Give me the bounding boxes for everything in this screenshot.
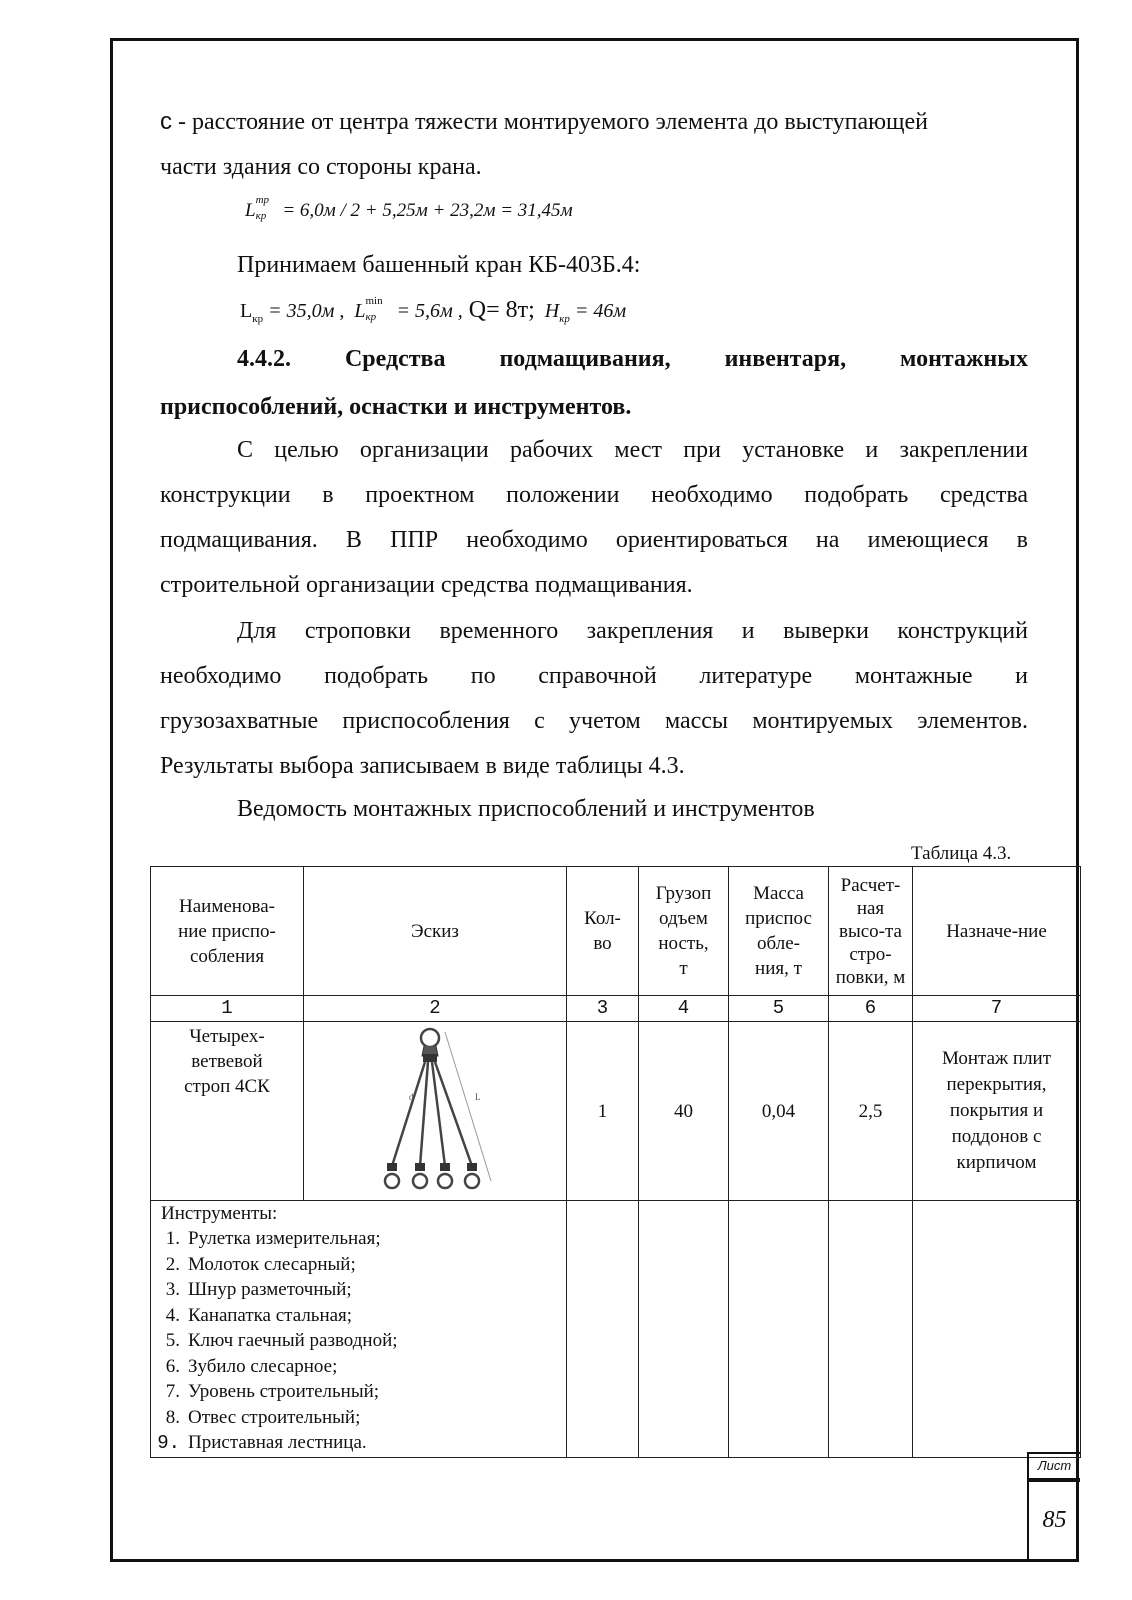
equipment-table xyxy=(150,866,1081,1458)
para1-line3: подмащивания. В ППР необходимо ориентироваться на имеющиеся в xyxy=(160,527,1028,553)
tool-name: Ключ гаечный разводной; xyxy=(188,1330,398,1352)
tool-number: 8. xyxy=(165,1406,180,1428)
formula-crane-reach xyxy=(245,194,573,222)
tool-item xyxy=(165,1277,563,1303)
tool-name: Молоток слесарный; xyxy=(188,1253,356,1275)
sketch-label-d: d xyxy=(409,1092,414,1102)
para1-line2: конструкции в проектном положении необходимо подобрать средства xyxy=(160,482,1028,508)
tool-name: Канапатка стальная; xyxy=(188,1304,353,1326)
param-Lmin-sub: кр xyxy=(365,311,377,323)
sketch-label-L: L xyxy=(475,1092,481,1102)
param-L-sub: кр xyxy=(252,313,264,325)
tools-row xyxy=(151,1201,1081,1458)
tool-item xyxy=(165,1405,563,1431)
empty-cell xyxy=(729,1201,829,1458)
heading-word: монтажных xyxy=(900,346,1028,372)
header-height: Расчет- ная высо-та стро- повки, м xyxy=(829,867,913,996)
tool-item xyxy=(157,1430,563,1457)
tool-number: 4. xyxy=(165,1304,180,1326)
row-name: Четырех- ветвевой строп 4СК xyxy=(151,1022,304,1201)
tools-list xyxy=(154,1226,563,1457)
header-purpose: Назначе-ние xyxy=(913,867,1081,996)
tool-name: Зубило слесарное; xyxy=(188,1355,338,1377)
row-purpose: Монтаж плит перекрытия, покрытия и поддонов с кирпичом xyxy=(913,1022,1081,1201)
header-mass: Масса приспос обле- ния, т xyxy=(729,867,829,996)
para2-line4: Результаты выбора записываем в виде таблицы 4.3. xyxy=(160,753,685,779)
section-heading-line2: приспособлений, оснастки и инструментов. xyxy=(160,394,632,420)
column-number: 1 xyxy=(151,996,304,1022)
page-number-box xyxy=(1027,1480,1080,1562)
row-mass: 0,04 xyxy=(729,1022,829,1201)
tool-item xyxy=(165,1328,563,1354)
column-number: 7 xyxy=(913,996,1081,1022)
column-number: 4 xyxy=(639,996,729,1022)
column-number: 3 xyxy=(567,996,639,1022)
heading-number: 4.4.2. xyxy=(237,346,291,372)
param-Lmin-sup: min xyxy=(365,295,383,307)
table-caption: Ведомость монтажных приспособлений и инструментов xyxy=(237,796,815,822)
table-number: Таблица 4.3. xyxy=(911,843,1012,864)
row-qty: 1 xyxy=(567,1022,639,1201)
empty-cell xyxy=(829,1201,913,1458)
param-L: L xyxy=(240,300,253,322)
row-height: 2,5 xyxy=(829,1022,913,1201)
para1-line4: строительной организации средства подмащивания. xyxy=(160,572,693,598)
sheet-label-box xyxy=(1027,1452,1080,1480)
row-capacity: 40 xyxy=(639,1022,729,1201)
tool-name: Отвес строительный; xyxy=(188,1406,361,1428)
tool-number: 3. xyxy=(165,1279,180,1301)
paragraph-c-definition xyxy=(160,99,928,145)
formula-crane-parameters xyxy=(240,297,626,325)
header-name: Наименова- ние приспо- собления xyxy=(151,867,304,996)
param-Lmin-value: = 5,6м , xyxy=(391,300,463,322)
tool-name: Шнур разметочный; xyxy=(188,1279,352,1301)
column-number: 2 xyxy=(304,996,567,1022)
param-Lmin: L xyxy=(354,300,366,322)
tool-name: Приставная лестница. xyxy=(188,1432,367,1454)
table-row xyxy=(151,1022,1081,1201)
empty-cell xyxy=(639,1201,729,1458)
header-qty: Кол- во xyxy=(567,867,639,996)
param-H-value: = 46м xyxy=(569,300,627,322)
param-H: H xyxy=(544,300,560,322)
formula-L-sub: кр xyxy=(255,210,267,222)
column-number: 5 xyxy=(729,996,829,1022)
tool-name: Уровень строительный; xyxy=(188,1381,380,1403)
column-number: 6 xyxy=(829,996,913,1022)
heading-word: Средства xyxy=(344,346,446,372)
tool-number: 7. xyxy=(165,1381,180,1403)
formula-expression: = 6,0м / 2 + 5,25м + 23,2м = 31,45м xyxy=(277,200,573,221)
tool-number: 5. xyxy=(165,1330,180,1352)
tools-title: Инструменты: xyxy=(161,1203,278,1225)
table-header-row xyxy=(151,867,1081,996)
tool-item xyxy=(165,1226,563,1252)
param-Q: Q= 8т; xyxy=(462,297,535,323)
variable-c: с xyxy=(160,108,172,135)
sheet-label: Лист xyxy=(1037,1458,1072,1473)
formula-L: L xyxy=(245,200,256,221)
empty-cell xyxy=(567,1201,639,1458)
header-sketch: Эскиз xyxy=(304,867,567,996)
tool-number: 2. xyxy=(165,1253,180,1275)
c-definition-continuation: части здания со стороны крана. xyxy=(160,154,482,180)
formula-L-sup: тр xyxy=(255,194,270,206)
section-heading-line1 xyxy=(237,346,1028,373)
tools-cell xyxy=(151,1201,567,1458)
page-number: 85 xyxy=(1042,1507,1067,1533)
param-H-sub: кр xyxy=(559,313,570,325)
para2-line1: Для строповки временного закрепления и выверки конструкций xyxy=(237,618,1028,644)
four-leg-sling-icon xyxy=(375,1026,495,1196)
crane-selection-sentence: Принимаем башенный кран КБ-403Б.4: xyxy=(237,252,641,278)
tool-number: 1. xyxy=(165,1228,180,1250)
empty-cell xyxy=(913,1201,1081,1458)
tool-number: 6. xyxy=(165,1355,180,1377)
para1-line1: С целью организации рабочих мест при установке и закреплении xyxy=(237,437,1028,463)
tool-number: 9. xyxy=(157,1432,180,1455)
header-capacity: Грузоп одъем ность, т xyxy=(639,867,729,996)
column-number-row xyxy=(151,996,1081,1022)
para2-line3: грузозахватные приспособления с учетом массы монтируемых элементов. xyxy=(160,708,1028,734)
param-L-value: = 35,0м , xyxy=(263,300,345,322)
c-definition-text: - расстояние от центра тяжести монтируемого элемента до выступающей xyxy=(172,109,929,135)
heading-word: инвентаря, xyxy=(724,346,847,372)
sling-sketch xyxy=(304,1022,567,1201)
tool-item xyxy=(165,1354,563,1380)
heading-word: подмащивания, xyxy=(499,346,671,372)
tool-item xyxy=(165,1303,563,1329)
tool-item xyxy=(165,1379,563,1405)
tool-name: Рулетка измерительная; xyxy=(188,1228,381,1250)
tool-item xyxy=(165,1252,563,1278)
para2-line2: необходимо подобрать по справочной литературе монтажные и xyxy=(160,663,1028,689)
